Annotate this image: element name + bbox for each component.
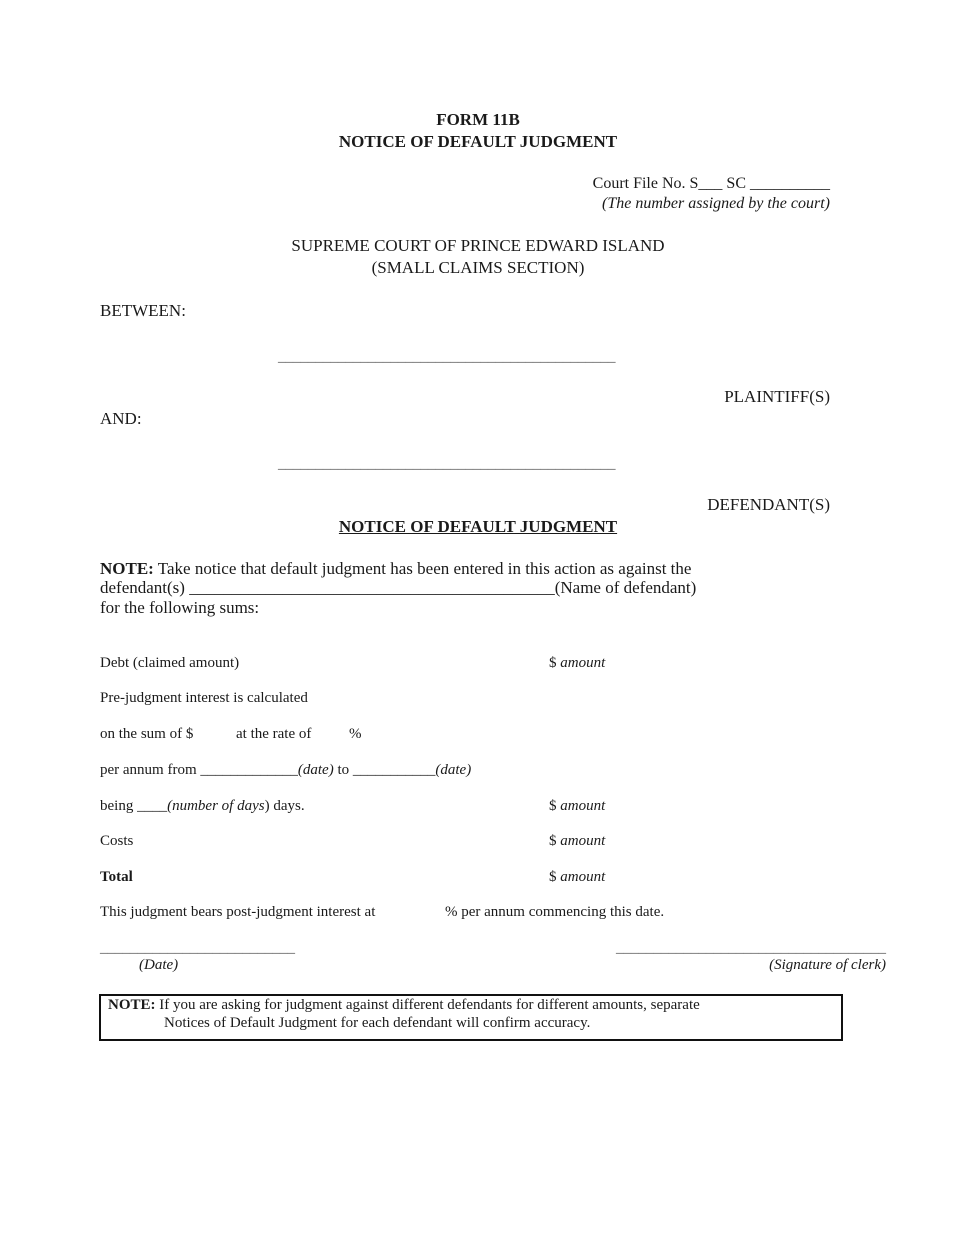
form-title: NOTICE OF DEFAULT JUDGMENT [338,132,618,151]
court-file-note: (The number assigned by the court) [602,195,830,212]
debt-amount-value: amount [560,655,606,671]
defendant-label: DEFENDANT(S) [707,495,830,514]
clerk-signature-label: (Signature of clerk) [769,957,886,973]
notice-text-1: Take notice that default judgment has been entered in this action as against the [153,559,692,578]
notice-line-2: defendant(s) ___________________________________________(Name of defendant) [100,578,697,597]
costs-label: Costs [100,833,134,849]
post-interest-suffix: % per annum commencing this date. [445,904,665,920]
being-line [100,798,305,815]
being-amount-prefix: $ [549,798,561,814]
total-amount [549,869,605,886]
debt-amount [549,655,605,672]
on-sum-label: on the sum of $ [100,726,194,742]
defendant-name-line: _____________________________________________ [278,456,616,472]
footer-note-line-2: Notices of Default Judgment for each defendant will confirm accuracy. [164,1015,591,1031]
debt-label: Debt (claimed amount) [100,655,240,671]
costs-amount-prefix: $ [549,833,561,849]
footer-note-line-1 [108,997,700,1014]
date-from: (date) [297,762,334,778]
debt-amount-prefix: $ [549,655,561,671]
costs-amount [549,833,605,850]
form-number: FORM 11B [436,110,520,129]
post-interest-label: This judgment bears post-judgment interest at [100,904,376,920]
clerk-signature-line: ____________________________________ [616,940,886,956]
notice-heading: NOTICE OF DEFAULT JUDGMENT [338,517,618,536]
total-amount-value: amount [560,869,606,885]
between-label: BETWEEN: [100,301,186,320]
date-signature-line: __________________________ [100,940,295,956]
plaintiff-label: PLAINTIFF(S) [724,387,830,406]
total-amount-prefix: $ [549,869,561,885]
costs-amount-value: amount [560,833,606,849]
being-label: being ____ [100,798,168,814]
being-amount-value: amount [560,798,606,814]
notice-note-label: NOTE: [100,559,154,578]
rate-label: at the rate of [236,726,312,742]
court-section: (SMALL CLAIMS SECTION) [371,258,585,277]
footer-note-text-1: If you are asking for judgment against different defendants for different amounts, separate [155,997,700,1013]
total-label: Total [100,869,133,885]
court-name: SUPREME COURT OF PRINCE EDWARD ISLAND [291,236,665,255]
date-to: (date) [435,762,472,778]
days-italic: (number of days [167,798,265,814]
notice-line-3: for the following sums: [100,598,260,617]
to-label: to ___________ [333,762,436,778]
per-annum-line [100,762,471,779]
plaintiff-name-line: _____________________________________________ [278,349,616,365]
rate-percent: % [349,726,362,742]
notice-line-1 [100,559,691,579]
being-amount [549,798,605,815]
court-file-number: Court File No. S___ SC __________ [592,175,830,192]
date-signature-label: (Date) [139,957,179,973]
and-label: AND: [100,409,142,428]
days-suffix: ) days. [264,798,305,814]
per-annum-from: per annum from _____________ [100,762,298,778]
footer-note-label: NOTE: [108,997,156,1013]
prejudgment-label: Pre-judgment interest is calculated [100,690,308,706]
